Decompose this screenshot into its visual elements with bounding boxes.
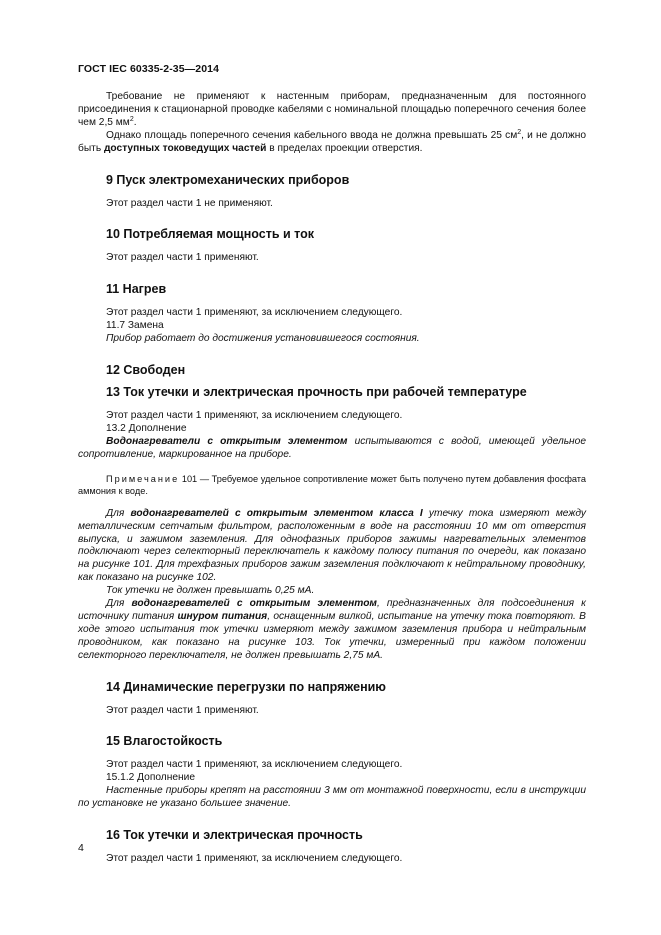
standard-header: ГОСТ IEC 60335-2-35—2014 xyxy=(78,63,220,75)
section-11-title: 11 Нагрев xyxy=(106,282,167,297)
section-13-p4-b: , предназначенных для подсоединения к источнику питания xyxy=(78,598,586,622)
section-13-p4-c: , оснащенным вилкой, испытание на утечку тока повторяют. В ходе этого испытания ток утечки измеряют между зажимом заземления прибора и нейтральным проводником, как показано на рисунке 103. Ток утечки, измеренный при каждом положении селекторного переключателя, не должен превышать 2,75 мА. xyxy=(78,610,586,661)
intro-p2-superscript: 2 xyxy=(517,128,522,136)
section-13-p2-bold: водонагревателей с открытым элементом класса I xyxy=(130,507,423,519)
section-13-paragraph-1 xyxy=(78,436,586,462)
section-10-title: 10 Потребляемая мощность и ток xyxy=(106,227,314,242)
section-13-paragraph-4 xyxy=(78,598,586,663)
section-13-title: 13 Ток утечки и электрическая прочность при рабочей температуре xyxy=(106,385,527,400)
section-13-subclause: 13.2 Дополнение xyxy=(106,422,187,434)
section-13-p4-a: Для xyxy=(106,598,132,610)
intro-p2-c: в пределах проекции отверстия. xyxy=(266,142,423,154)
intro-p1-end: . xyxy=(133,116,137,128)
section-15-title: 15 Влагостойкость xyxy=(106,734,223,749)
section-13-note xyxy=(78,473,586,497)
intro-p2-b: , и не должно быть xyxy=(78,129,586,154)
document-body xyxy=(78,91,586,866)
intro-p2-bold: доступных токоведущих частей xyxy=(103,142,267,154)
section-13-p4-bold-2: шнуром питания xyxy=(177,610,268,622)
page-number: 4 xyxy=(78,842,84,854)
intro-p1-superscript: 2 xyxy=(129,115,134,123)
section-13-paragraph-3: Ток утечки не должен превышать 0,25 мА. xyxy=(106,585,315,597)
section-13-p1-rest: испытываются с водой, имеющей удельное сопротивление, маркированное на приборе. xyxy=(78,435,586,460)
intro-p2-a: Однако площадь поперечного сечения кабельного ввода не должна превышать 25 см xyxy=(106,129,518,141)
section-16-title: 16 Ток утечки и электрическая прочность xyxy=(106,828,363,843)
section-9-title: 9 Пуск электромеханических приборов xyxy=(106,172,350,187)
note-text: 101 — Требуемое удельное сопротивление может быть получено путем добавления фосфата аммония к воде. xyxy=(78,473,586,496)
section-14-title: 14 Динамические перегрузки по напряжению xyxy=(106,679,386,694)
section-13-text: Этот раздел части 1 применяют, за исключением следующего. xyxy=(106,410,403,422)
section-16-text: Этот раздел части 1 применяют, за исключением следующего. xyxy=(106,853,403,865)
note-label: Примечание xyxy=(106,473,180,484)
section-13-p4-bold-1: водонагревателей с открытым элементом xyxy=(131,598,377,610)
section-15-italic: Настенные приборы крепят на расстоянии 3 мм от монтажной поверхности, если в инструкции по установке не указано большее значение. xyxy=(78,785,586,810)
section-13-paragraph-2 xyxy=(78,508,586,585)
intro-paragraph-2 xyxy=(78,130,586,156)
section-14-text: Этот раздел части 1 применяют. xyxy=(106,704,259,716)
section-13-p2-a: Для xyxy=(106,507,131,519)
section-15-text: Этот раздел части 1 применяют, за исключением следующего. xyxy=(106,759,403,771)
section-11-text: Этот раздел части 1 применяют, за исключением следующего. xyxy=(106,307,403,319)
section-9-text: Этот раздел части 1 не применяют. xyxy=(106,197,273,209)
section-13-p2-b: утечку тока измеряют между металлическим сетчатым фильтром, расположенным в воде на расстоянии 10 мм от отверстия выпуска, и зажимом заземления. Для однофазных приборов зажимы нагревательных элементов подключают через селекторный переключатель к каждому полюсу питания по очереди, как показано на рисунке 101. Для трехфазных приборов зажим заземления подключают к нейтральному проводнику, как показано на рисунке 102. xyxy=(78,507,586,584)
section-11-subclause: 11.7 Замена xyxy=(106,320,164,332)
section-11-italic: Прибор работает до достижения установившегося состояния. xyxy=(106,333,420,345)
section-12-title: 12 Свободен xyxy=(106,363,186,378)
section-15-subclause: 15.1.2 Дополнение xyxy=(106,772,196,784)
intro-paragraph-1 xyxy=(78,91,586,130)
section-10-text: Этот раздел части 1 применяют. xyxy=(106,252,259,264)
intro-p1-text: Требование не применяют к настенным приборам, предназначенным для постоянного присоединения к стационарной проводке кабелями с номинальной площадью поперечного сечения более чем 2,5 мм xyxy=(78,91,586,128)
section-13-p1-bold: Водонагреватели с открытым элементом xyxy=(106,435,348,447)
